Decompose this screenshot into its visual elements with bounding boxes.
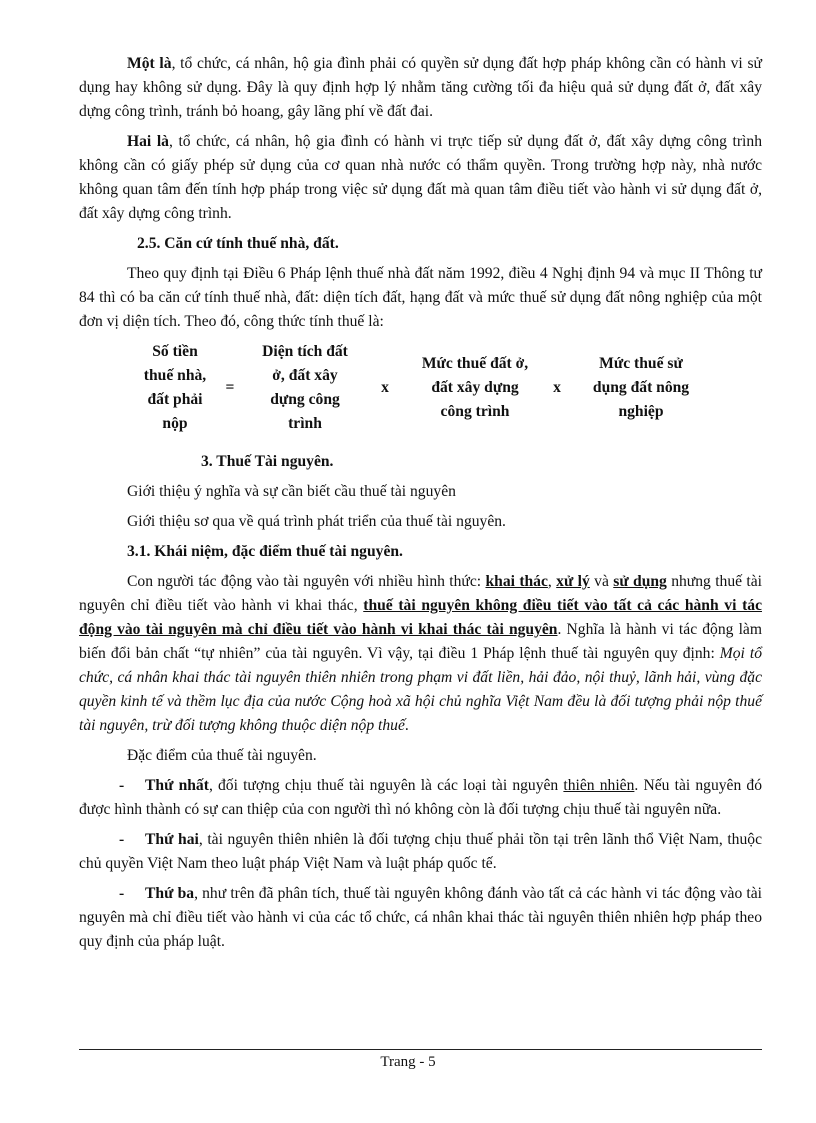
bullet-lead: Thứ hai xyxy=(145,831,199,848)
term-su-dung: sử dụng xyxy=(613,573,667,590)
text-run: , xyxy=(547,573,557,590)
tax-formula xyxy=(79,340,762,436)
list-item xyxy=(79,774,762,822)
dash-marker: - xyxy=(119,777,125,794)
formula-equals: = xyxy=(225,379,235,396)
term-xu-ly: xử lý xyxy=(556,573,590,590)
formula-term-tax-amount: Số tiền thuế nhà, đất phải nộp xyxy=(143,343,207,432)
text-run: , đối tượng chịu thuế tài nguyên là các loại tài nguyên xyxy=(208,777,564,794)
paragraph-hai-la xyxy=(79,130,762,226)
heading-2-5: 2.5. Căn cứ tính thuế nhà, đất. xyxy=(137,235,339,252)
formula-term-rate: Mức thuế đất ở, đất xây dựng công trình xyxy=(421,355,529,420)
paragraph-can-cu: Theo quy định tại Điều 6 Pháp lệnh thuế nhà đất năm 1992, điều 4 Nghị định 94 và mục II Thông tư 84 thì có ba căn cứ tính thuế nhà, đất: diện tích đất, hạng đất và mức thuế sử dụng đất nông nghiệp của một đơn vị diện tích. Theo đó, công thức tính thuế là: xyxy=(79,265,762,330)
text-run: . xyxy=(404,717,409,734)
text-run: và xyxy=(589,573,614,590)
text-run: , như trên đã phân tích, thuế tài nguyên không đánh vào tất cả các hành vi tác động vào tài nguyên mà chỉ điều tiết vào hành vi của các tổ chức, cá nhân khai thác tài nguyên thiên nhiên hợp pháp theo quy định của pháp luật. xyxy=(79,885,762,950)
term-khai-thac: khai thác xyxy=(485,573,548,590)
paragraph-khai-niem xyxy=(79,570,762,738)
page-number: Trang - 5 xyxy=(380,1054,436,1070)
formula-term-agri-rate: Mức thuế sử dụng đất nông nghiệp xyxy=(592,355,690,420)
formula-term-area: Diện tích đất ở, đất xây dựng công trình xyxy=(262,343,348,432)
lead-hai-la: Hai là xyxy=(127,133,169,150)
intro-line-2: Giới thiệu sơ qua về quá trình phát triển của thuế tài nguyên. xyxy=(127,513,506,530)
intro-line-1: Giới thiệu ý nghĩa và sự cần biết cầu thuế tài nguyên xyxy=(127,483,456,500)
text-run: nhưng thuế tài nguyên chỉ điều tiết vào hành vi khai thác, xyxy=(79,573,763,614)
legal-quote: Mọi tổ chức, cá nhân khai thác tài nguyên thiên nhiên trong phạm vi đất liền, hải đảo, nội thuỷ, lãnh hải, vùng đặc quyền kinh tế và thềm lục địa của nước Cộng hoà xã hội chủ nghĩa Việt Nam đều là đối tượng phải nộp thuế tài nguyên, trừ đối tượng không thuộc diện nộp thuế xyxy=(79,645,762,734)
underlined-term: thiên nhiên xyxy=(563,777,635,794)
lead-mot-la: Một là xyxy=(127,55,172,72)
heading-3: 3. Thuế Tài nguyên. xyxy=(201,453,334,470)
text-run: , tài nguyên thiên nhiên là đối tượng chịu thuế phải tồn tại trên lãnh thổ Việt Nam, thuộc chủ quyền Việt Nam theo luật pháp Việt Nam và luật pháp quốc tế. xyxy=(79,831,762,872)
paragraph-text: , tổ chức, cá nhân, hộ gia đình phải có quyền sử dụng đất hợp pháp không cần có hành vi sử dụng hay không sử dụng. Đây là quy định hợp lý nhằm tăng cường tối đa hiệu quả sử dụng đất ở, đất xây dựng công trình, tránh bỏ hoang, gây lãng phí về đất đai. xyxy=(79,55,762,120)
document-page xyxy=(79,52,762,960)
bullet-lead: Thứ nhất xyxy=(145,777,209,794)
list-item xyxy=(79,882,762,954)
formula-multiply-1: x xyxy=(381,379,389,396)
heading-3-1: 3.1. Khái niệm, đặc điểm thuế tài nguyên. xyxy=(127,543,403,560)
emphasis-statement: thuế tài nguyên không điều tiết vào tất cả các hành vi tác động vào tài nguyên mà chỉ điều tiết vào hành vi khai thác tài nguyên xyxy=(79,597,762,638)
dash-marker: - xyxy=(119,831,125,848)
dash-marker: - xyxy=(119,885,125,902)
footer-rule xyxy=(79,1049,762,1050)
formula-multiply-2: x xyxy=(553,379,561,396)
paragraph-dac-diem: Đặc điểm của thuế tài nguyên. xyxy=(127,747,317,764)
text-run: Con người tác động vào tài nguyên với nhiều hình thức: xyxy=(127,573,486,590)
bullet-lead: Thứ ba xyxy=(145,885,195,902)
paragraph-text: , tổ chức, cá nhân, hộ gia đình có hành vi trực tiếp sử dụng đất ở, đất xây dựng công trình không cần có giấy phép sử dụng của cơ quan nhà nước có thẩm quyền. Trong trường hợp này, nhà nước không quan tâm đến tính hợp pháp trong việc sử dụng đất mà quan tâm điều tiết vào hành vi sử dụng đất ở, đất xây dựng công trình. xyxy=(79,133,762,222)
paragraph-mot-la xyxy=(79,52,762,124)
text-run: . Nếu tài nguyên đó được hình thành có sự can thiệp của con người thì nó không còn là đối tượng chịu thuế tài nguyên nữa. xyxy=(79,777,763,818)
list-item xyxy=(79,828,762,876)
text-run: . Nghĩa là hành vi tác động làm biến đổi bản chất “tự nhiên” của tài nguyên. Vì vậy, tại điều 1 Pháp lệnh thuế tài nguyên quy định: xyxy=(79,621,762,662)
